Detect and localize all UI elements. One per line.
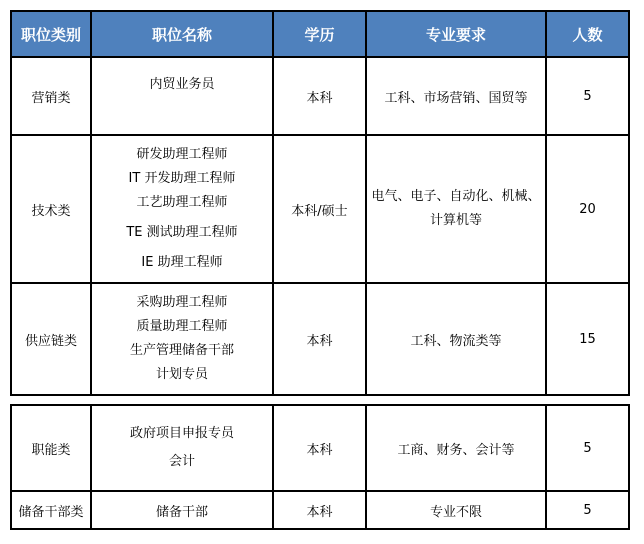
position-item: IE 助理工程师 [141,255,223,270]
table-row [11,405,629,491]
positions-cell [91,405,273,491]
major-line: 计算机等 [429,213,482,228]
recruitment-table-bottom [10,404,630,530]
major-cell: 工商、财务、会计等 [366,405,546,491]
position-item: TE 测试助理工程师 [126,225,238,240]
category-cell: 供应链类 [11,283,91,395]
major-cell [366,135,546,283]
table-gap [0,396,644,404]
position-item: 工艺助理工程师 [136,195,228,210]
position-item: 生产管理储备干部 [129,343,234,358]
position-item: 会计 [168,454,195,469]
position-item: 计划专员 [155,367,208,382]
table-row [11,135,629,283]
category-cell: 营销类 [11,57,91,135]
category-cell: 储备干部类 [11,491,91,529]
table-row [11,57,629,135]
major-cell: 专业不限 [366,491,546,529]
positions-cell [91,283,273,395]
education-cell: 本科 [273,405,366,491]
header-count: 人数 [546,11,629,57]
education-cell: 本科 [273,283,366,395]
category-cell: 技术类 [11,135,91,283]
count-cell: 15 [546,283,629,395]
category-cell: 职能类 [11,405,91,491]
count-cell: 5 [546,491,629,529]
header-major: 专业要求 [366,11,546,57]
header-education: 学历 [273,11,366,57]
header-category: 职位类别 [11,11,91,57]
table-row [11,491,629,529]
count-cell: 5 [546,57,629,135]
position-item: 研发助理工程师 [136,147,228,162]
education-cell: 本科 [273,491,366,529]
positions-cell: 储备干部 [91,491,273,529]
education-cell: 本科/硕士 [273,135,366,283]
position-item: 采购助理工程师 [136,295,228,310]
count-cell: 5 [546,405,629,491]
header-position: 职位名称 [91,11,273,57]
table-row [11,283,629,395]
position-item: 政府项目申报专员 [129,426,234,441]
major-cell: 工科、物流类等 [366,283,546,395]
positions-cell [91,135,273,283]
education-cell: 本科 [273,57,366,135]
recruitment-table-top [10,10,630,396]
table-header-row [11,11,629,57]
major-line: 电气、电子、自动化、机械、 [371,189,541,204]
major-cell: 工科、市场营销、国贸等 [366,57,546,135]
position-item: IT 开发助理工程师 [128,171,236,186]
position-item: 内贸业务员 [149,77,215,92]
position-item: 质量助理工程师 [136,319,228,334]
count-cell: 20 [546,135,629,283]
positions-cell [91,57,273,135]
